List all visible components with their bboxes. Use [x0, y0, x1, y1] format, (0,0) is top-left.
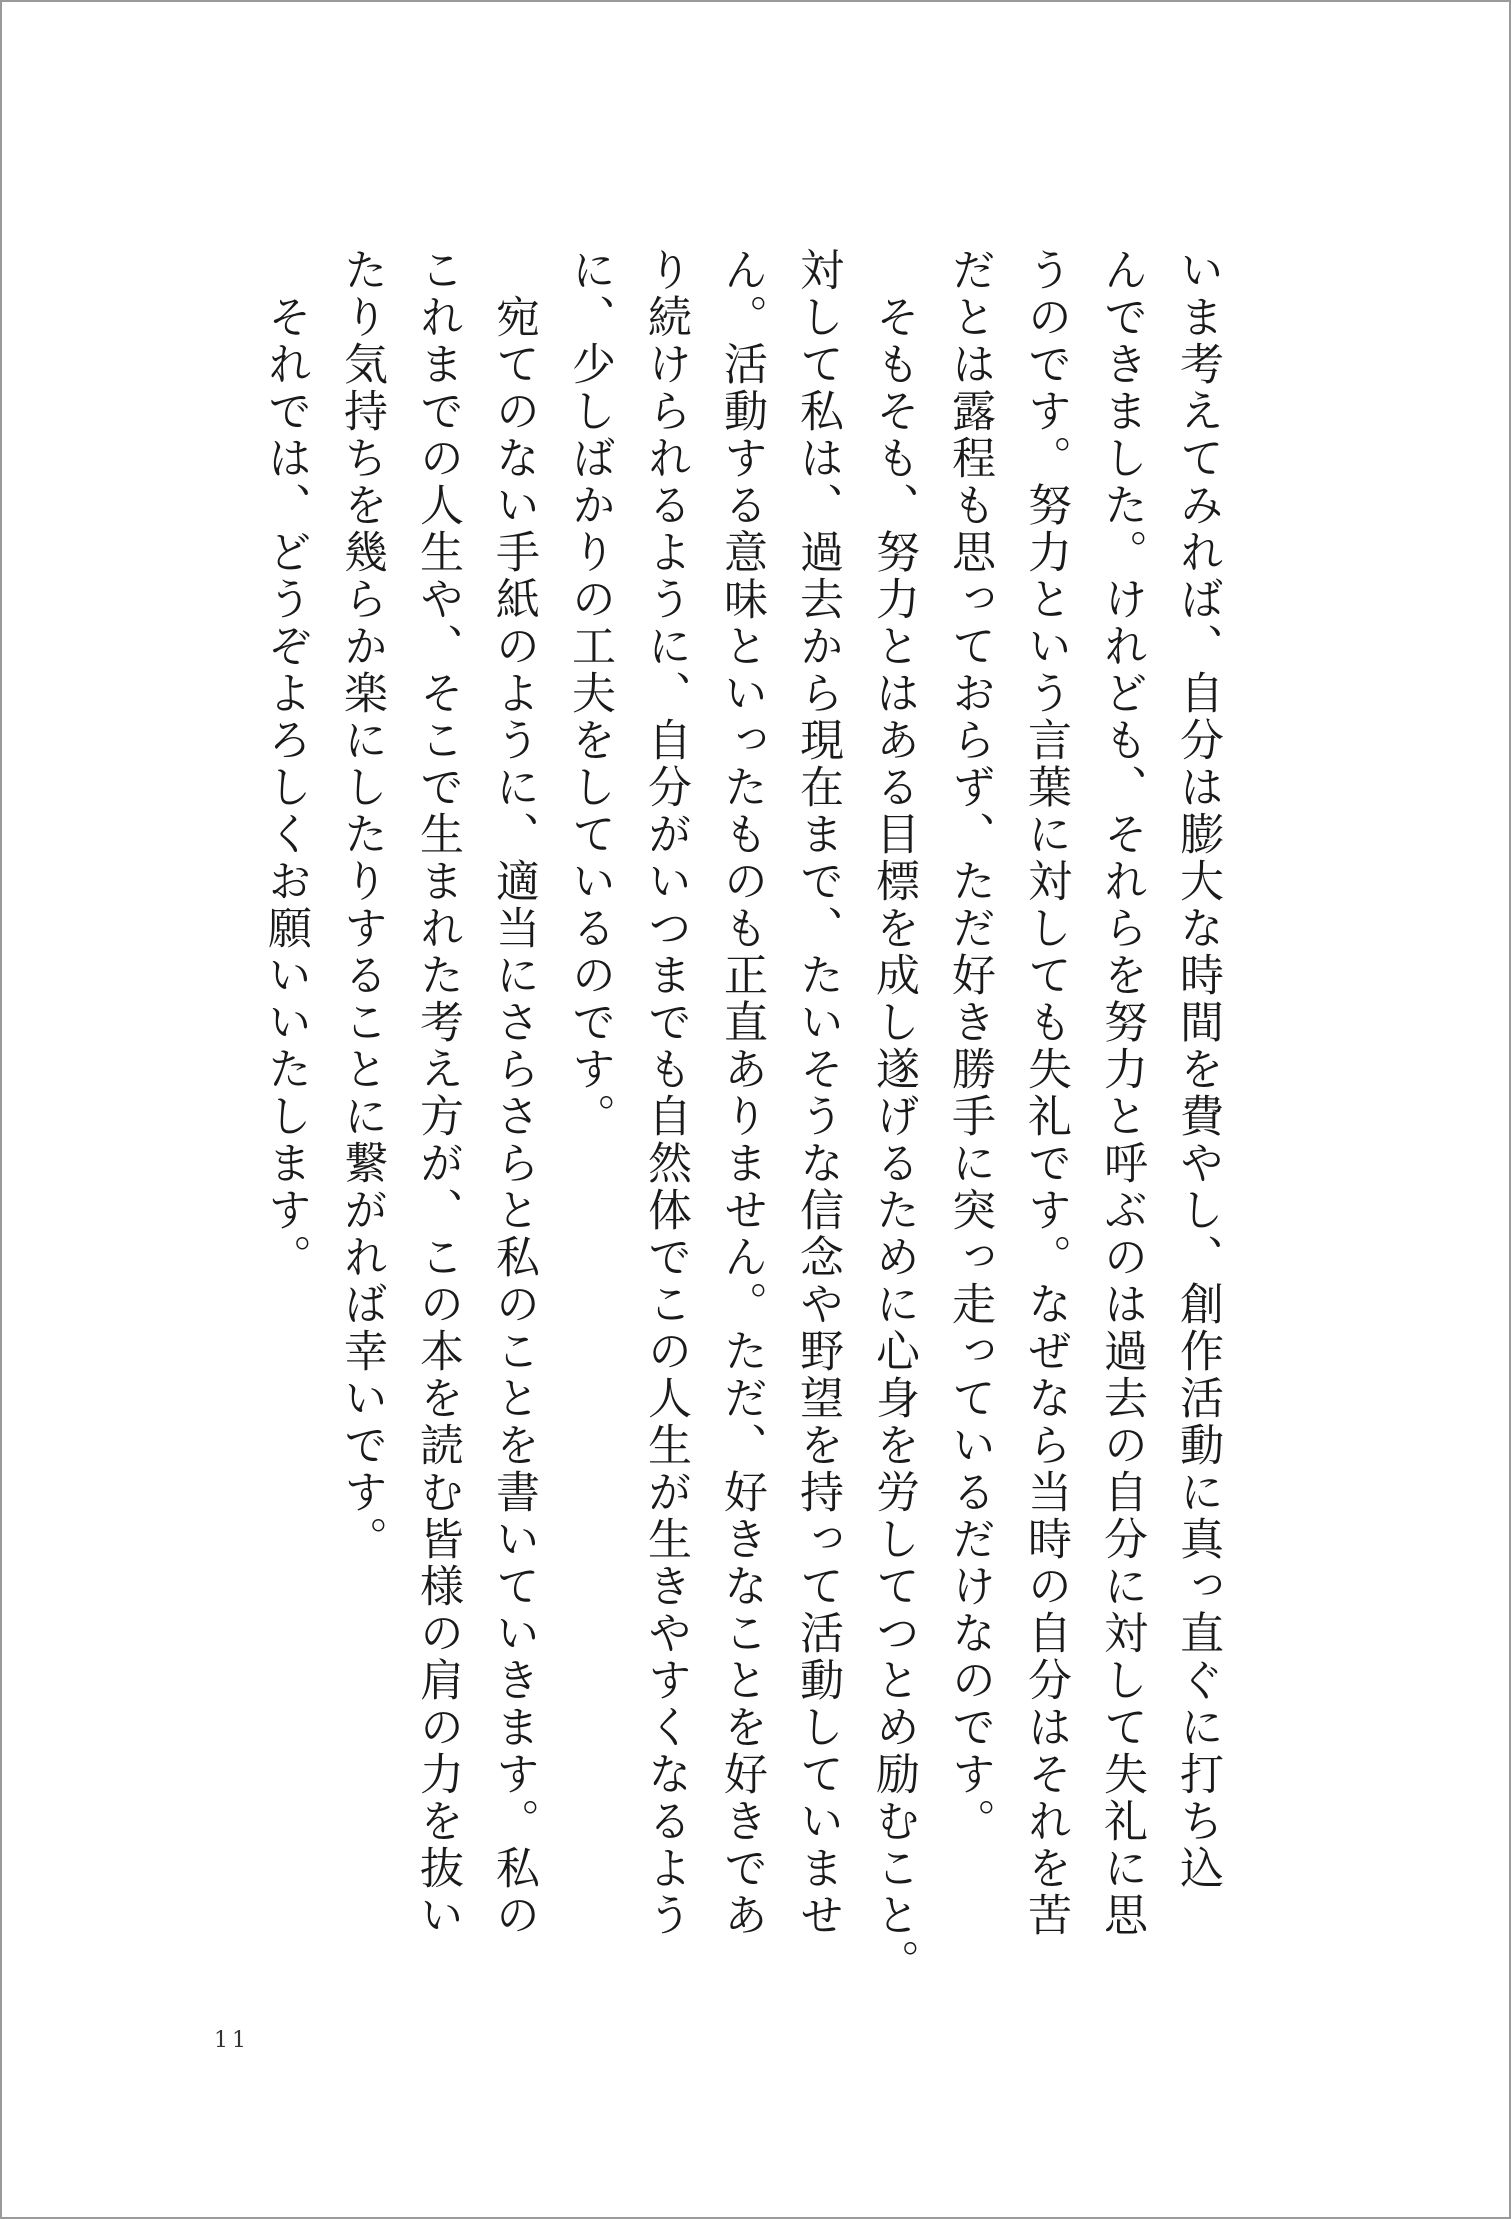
text-line: 対して私は、過去から現在まで、たいそうな信念や野望を持って活動していませ	[792, 247, 843, 1939]
text-line: たり気持ちを幾らか楽にしたりすることに繋がれば幸いです。	[336, 247, 387, 1563]
vertical-body-text	[247, 247, 1235, 1986]
text-line: んできました。けれども、それらを努力と呼ぶのは過去の自分に対して失礼に思	[1096, 247, 1147, 1939]
text-line: いま考えてみれば、自分は膨大な時間を費やし、創作活動に真っ直ぐに打ち込	[1172, 247, 1223, 1892]
text-line: り続けられるように、自分がいつまでも自然体でこの人生が生きやすくなるよう	[640, 247, 691, 1939]
text-line: に、少しばかりの工夫をしているのです。	[564, 247, 615, 1140]
text-line: ん。活動する意味といったものも正直ありません。ただ、好きなことを好きであ	[716, 247, 767, 1939]
text-line: これまでの人生や、そこで生まれた考え方が、この本を読む皆様の肩の力を抜い	[412, 247, 463, 1939]
text-line: だとは露程も思っておらず、ただ好き勝手に突っ走っているだけなのです。	[944, 247, 995, 1845]
text-line: それでは、どうぞよろしくお願いいたします。	[260, 247, 311, 1281]
page-number: 11	[214, 2028, 250, 2053]
text-line: うのです。努力という言葉に対しても失礼です。なぜなら当時の自分はそれを苦	[1020, 247, 1071, 1939]
text-line: そもそも、努力とはある目標を成し遂げるために心身を労してつとめ励むこと。	[868, 247, 919, 1986]
text-line: 宛てのない手紙のように、適当にさらさらと私のことを書いていきます。私の	[488, 247, 539, 1939]
